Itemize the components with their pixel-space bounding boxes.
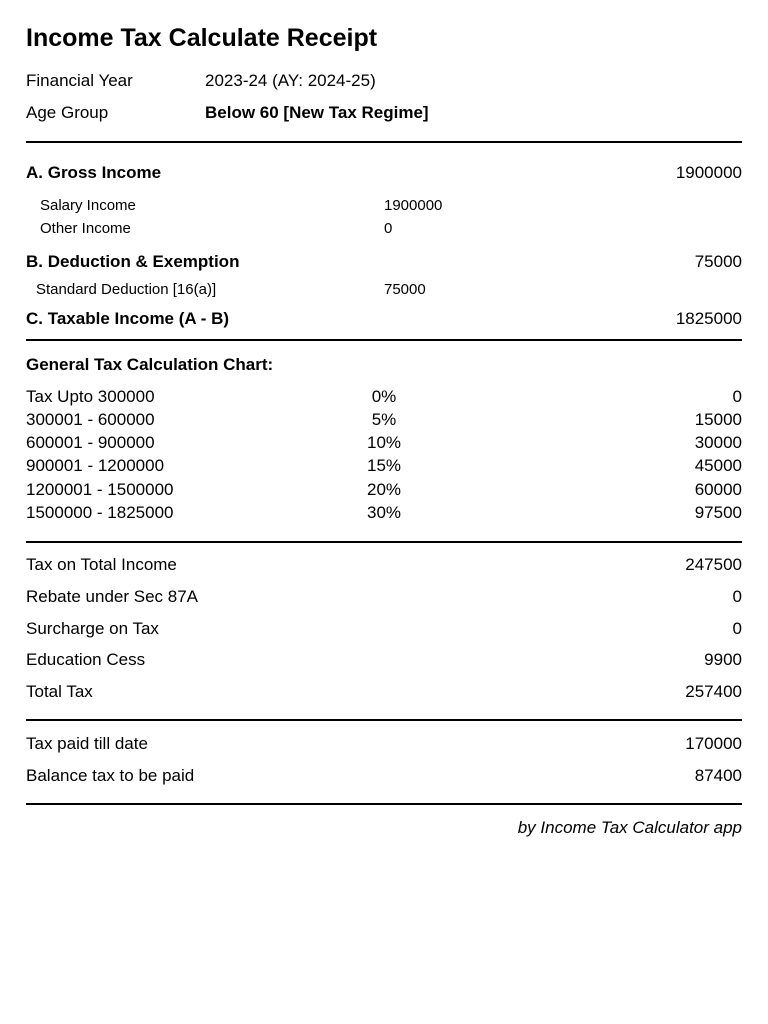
slab-amount: 45000 (694, 456, 742, 475)
tax-on-total-income-value: 247500 (685, 555, 742, 574)
tax-paid-label: Tax paid till date (26, 734, 148, 753)
slab-rate: 30% (366, 503, 402, 522)
gross-income-total: 1900000 (675, 163, 742, 182)
deduction-label: B. Deduction & Exemption (26, 252, 240, 271)
gross-income-label: A. Gross Income (26, 163, 162, 182)
salary-income-label: Salary Income (40, 197, 136, 214)
slab-rate: 20% (366, 480, 402, 499)
balance-tax-value: 87400 (694, 766, 742, 785)
slab-amount: 97500 (694, 503, 742, 522)
slab-label: 300001 - 600000 (26, 410, 155, 429)
slab-label: 1200001 - 1500000 (26, 480, 174, 499)
balance-tax-label: Balance tax to be paid (26, 766, 195, 785)
tax-paid-value: 170000 (685, 734, 742, 753)
slab-rate: 10% (366, 433, 402, 452)
education-cess-label: Education Cess (26, 650, 146, 669)
slab-label: 600001 - 900000 (26, 433, 155, 452)
slab-amount: 15000 (694, 410, 742, 429)
education-cess-value: 9900 (704, 650, 742, 669)
tax-chart-heading: General Tax Calculation Chart: (26, 355, 274, 374)
footer-credit: by Income Tax Calculator app (517, 818, 742, 837)
age-group-label: Age Group (26, 103, 109, 122)
slab-label: 1500000 - 1825000 (26, 503, 174, 522)
total-tax-label: Total Tax (26, 682, 93, 701)
salary-income-value: 1900000 (384, 197, 443, 214)
total-tax-value: 257400 (685, 682, 742, 701)
slab-amount: 60000 (694, 480, 742, 499)
surcharge-label: Surcharge on Tax (26, 619, 159, 638)
slab-amount: 30000 (694, 433, 742, 452)
slab-rate: 15% (366, 456, 402, 475)
deduction-total: 75000 (694, 252, 742, 271)
slab-rate: 0% (371, 387, 397, 406)
divider (26, 339, 742, 341)
other-income-value: 0 (384, 220, 393, 237)
surcharge-value: 0 (732, 619, 742, 638)
tax-on-total-income-label: Tax on Total Income (26, 555, 177, 574)
slab-rate: 5% (371, 410, 397, 429)
slab-amount: 0 (732, 387, 742, 406)
financial-year-label: Financial Year (26, 71, 133, 90)
divider (26, 719, 742, 721)
divider (26, 541, 742, 543)
standard-deduction-value: 75000 (384, 281, 426, 298)
standard-deduction-label: Standard Deduction [16(a)] (36, 281, 217, 298)
rebate-value: 0 (732, 587, 742, 606)
rebate-label: Rebate under Sec 87A (26, 587, 199, 606)
financial-year-value: 2023-24 (AY: 2024-25) (205, 71, 376, 90)
taxable-income-label: C. Taxable Income (A - B) (26, 309, 230, 328)
age-group-value: Below 60 [New Tax Regime] (205, 103, 429, 122)
taxable-income-total: 1825000 (675, 309, 742, 328)
slab-label: 900001 - 1200000 (26, 456, 165, 475)
divider (26, 803, 742, 805)
slab-label: Tax Upto 300000 (26, 387, 155, 406)
other-income-label: Other Income (40, 220, 131, 237)
divider (26, 141, 742, 143)
page-title: Income Tax Calculate Receipt (26, 24, 378, 52)
